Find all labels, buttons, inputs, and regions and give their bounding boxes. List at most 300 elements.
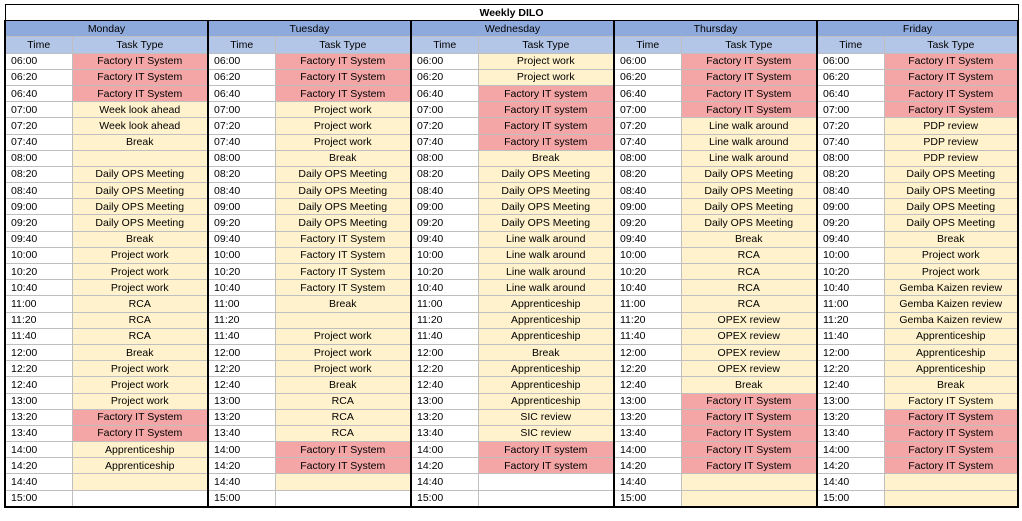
time-cell[interactable]: 09:00 bbox=[614, 199, 681, 215]
time-cell[interactable]: 08:40 bbox=[208, 183, 275, 199]
task-cell[interactable]: Line walk around bbox=[478, 247, 614, 263]
task-cell[interactable]: RCA bbox=[681, 264, 817, 280]
time-cell[interactable]: 09:40 bbox=[411, 231, 478, 247]
time-cell[interactable]: 13:40 bbox=[817, 425, 884, 441]
task-cell[interactable]: Daily OPS Meeting bbox=[275, 183, 411, 199]
task-cell[interactable]: OPEX review bbox=[681, 344, 817, 360]
task-cell[interactable]: Factory IT system bbox=[478, 442, 614, 458]
time-cell[interactable]: 10:40 bbox=[817, 280, 884, 296]
time-cell[interactable]: 12:00 bbox=[817, 344, 884, 360]
task-cell[interactable] bbox=[478, 490, 614, 507]
time-cell[interactable]: 07:40 bbox=[817, 134, 884, 150]
task-cell[interactable]: Line walk around bbox=[478, 231, 614, 247]
time-cell[interactable]: 10:20 bbox=[208, 264, 275, 280]
time-cell[interactable]: 06:00 bbox=[614, 53, 681, 69]
table-row bbox=[5, 458, 1018, 474]
task-cell[interactable]: Apprenticeship bbox=[72, 458, 208, 474]
time-cell[interactable]: 14:20 bbox=[208, 458, 275, 474]
task-cell[interactable]: RCA bbox=[681, 280, 817, 296]
time-cell[interactable]: 15:00 bbox=[614, 490, 681, 507]
time-cell[interactable]: 08:20 bbox=[614, 166, 681, 182]
task-cell[interactable]: Project work bbox=[275, 134, 411, 150]
time-cell[interactable]: 11:40 bbox=[208, 328, 275, 344]
time-cell[interactable]: 10:00 bbox=[614, 247, 681, 263]
task-cell[interactable]: SIC review bbox=[478, 409, 614, 425]
task-type-column-header[interactable]: Task Type bbox=[72, 37, 208, 53]
task-cell[interactable]: Break bbox=[478, 150, 614, 166]
time-column-header[interactable]: Time bbox=[817, 37, 884, 53]
time-cell[interactable]: 11:00 bbox=[5, 296, 72, 312]
task-cell[interactable]: Factory IT System bbox=[275, 231, 411, 247]
time-cell[interactable]: 08:40 bbox=[817, 183, 884, 199]
task-cell[interactable]: Factory IT System bbox=[275, 85, 411, 101]
time-cell[interactable]: 07:00 bbox=[5, 102, 72, 118]
task-cell[interactable]: Line walk around bbox=[478, 264, 614, 280]
time-cell[interactable]: 09:00 bbox=[817, 199, 884, 215]
task-cell[interactable] bbox=[478, 474, 614, 490]
task-cell[interactable]: RCA bbox=[72, 296, 208, 312]
time-cell[interactable]: 08:20 bbox=[208, 166, 275, 182]
time-cell[interactable]: 09:20 bbox=[817, 215, 884, 231]
time-cell[interactable]: 15:00 bbox=[817, 490, 884, 507]
task-type-column-header[interactable]: Task Type bbox=[275, 37, 411, 53]
task-cell[interactable] bbox=[681, 474, 817, 490]
task-cell[interactable]: Apprenticeship bbox=[884, 328, 1018, 344]
time-cell[interactable]: 09:20 bbox=[5, 215, 72, 231]
task-cell[interactable]: Daily OPS Meeting bbox=[72, 166, 208, 182]
time-cell[interactable]: 14:20 bbox=[411, 458, 478, 474]
time-cell[interactable]: 08:40 bbox=[5, 183, 72, 199]
time-cell[interactable]: 11:20 bbox=[817, 312, 884, 328]
task-cell[interactable]: Daily OPS Meeting bbox=[72, 183, 208, 199]
task-cell[interactable]: Break bbox=[478, 344, 614, 360]
task-cell[interactable]: Factory IT system bbox=[478, 134, 614, 150]
task-cell[interactable]: PDP review bbox=[884, 134, 1018, 150]
task-cell[interactable]: Break bbox=[681, 377, 817, 393]
task-cell[interactable]: Apprenticeship bbox=[478, 377, 614, 393]
task-cell[interactable]: Apprenticeship bbox=[478, 361, 614, 377]
task-cell[interactable]: Factory IT System bbox=[884, 53, 1018, 69]
task-cell[interactable]: Project work bbox=[72, 361, 208, 377]
time-cell[interactable]: 08:20 bbox=[411, 166, 478, 182]
time-cell[interactable]: 11:20 bbox=[614, 312, 681, 328]
task-cell[interactable]: Factory IT System bbox=[884, 409, 1018, 425]
time-cell[interactable]: 08:00 bbox=[411, 150, 478, 166]
time-cell[interactable]: 14:00 bbox=[411, 442, 478, 458]
task-cell[interactable]: Factory IT System bbox=[681, 442, 817, 458]
task-cell[interactable] bbox=[884, 474, 1018, 490]
time-column-header[interactable]: Time bbox=[411, 37, 478, 53]
time-cell[interactable]: 09:40 bbox=[614, 231, 681, 247]
time-cell[interactable]: 09:20 bbox=[208, 215, 275, 231]
time-cell[interactable]: 07:20 bbox=[5, 118, 72, 134]
time-cell[interactable]: 15:00 bbox=[411, 490, 478, 507]
time-cell[interactable]: 12:40 bbox=[411, 377, 478, 393]
task-cell[interactable]: Factory IT System bbox=[275, 280, 411, 296]
task-cell[interactable] bbox=[275, 490, 411, 507]
time-cell[interactable]: 12:40 bbox=[5, 377, 72, 393]
time-cell[interactable]: 13:40 bbox=[411, 425, 478, 441]
task-cell[interactable]: Project work bbox=[275, 361, 411, 377]
time-cell[interactable]: 10:20 bbox=[411, 264, 478, 280]
time-cell[interactable]: 10:00 bbox=[208, 247, 275, 263]
task-cell[interactable]: Factory IT system bbox=[478, 458, 614, 474]
task-cell[interactable]: PDP review bbox=[884, 118, 1018, 134]
time-cell[interactable]: 14:00 bbox=[208, 442, 275, 458]
task-cell[interactable]: Project work bbox=[72, 393, 208, 409]
time-cell[interactable]: 06:40 bbox=[5, 85, 72, 101]
time-cell[interactable]: 09:00 bbox=[5, 199, 72, 215]
task-cell[interactable]: Factory IT System bbox=[72, 53, 208, 69]
time-cell[interactable]: 07:20 bbox=[614, 118, 681, 134]
task-cell[interactable]: Project work bbox=[72, 377, 208, 393]
task-cell[interactable]: Project work bbox=[275, 344, 411, 360]
time-cell[interactable]: 08:20 bbox=[5, 166, 72, 182]
time-cell[interactable]: 10:20 bbox=[614, 264, 681, 280]
time-cell[interactable]: 11:40 bbox=[614, 328, 681, 344]
task-cell[interactable]: Factory IT System bbox=[72, 85, 208, 101]
task-cell[interactable]: Project work bbox=[72, 264, 208, 280]
time-cell[interactable]: 09:20 bbox=[614, 215, 681, 231]
task-cell[interactable]: Project work bbox=[275, 102, 411, 118]
time-cell[interactable]: 09:00 bbox=[208, 199, 275, 215]
task-cell[interactable]: Apprenticeship bbox=[72, 442, 208, 458]
time-cell[interactable]: 06:00 bbox=[411, 53, 478, 69]
task-cell[interactable]: Break bbox=[275, 377, 411, 393]
task-cell[interactable] bbox=[72, 150, 208, 166]
task-cell[interactable]: Project work bbox=[72, 247, 208, 263]
time-cell[interactable]: 13:40 bbox=[208, 425, 275, 441]
time-cell[interactable]: 10:40 bbox=[411, 280, 478, 296]
task-cell[interactable] bbox=[681, 490, 817, 507]
time-cell[interactable]: 08:40 bbox=[411, 183, 478, 199]
time-cell[interactable]: 06:40 bbox=[614, 85, 681, 101]
time-cell[interactable]: 06:20 bbox=[411, 69, 478, 85]
task-cell[interactable]: SIC review bbox=[478, 425, 614, 441]
time-cell[interactable]: 13:20 bbox=[5, 409, 72, 425]
task-cell[interactable]: Factory IT System bbox=[681, 409, 817, 425]
task-cell[interactable]: Project work bbox=[884, 247, 1018, 263]
task-cell[interactable]: Break bbox=[72, 134, 208, 150]
task-cell[interactable]: Break bbox=[681, 231, 817, 247]
task-cell[interactable]: Apprenticeship bbox=[478, 312, 614, 328]
time-cell[interactable]: 12:20 bbox=[5, 361, 72, 377]
time-cell[interactable]: 12:20 bbox=[817, 361, 884, 377]
time-cell[interactable]: 13:00 bbox=[208, 393, 275, 409]
task-cell[interactable]: Factory IT System bbox=[884, 85, 1018, 101]
time-cell[interactable]: 13:20 bbox=[817, 409, 884, 425]
task-cell[interactable]: Gemba Kaizen review bbox=[884, 280, 1018, 296]
time-cell[interactable]: 06:00 bbox=[817, 53, 884, 69]
task-cell[interactable]: Apprenticeship bbox=[478, 393, 614, 409]
task-cell[interactable]: Factory IT System bbox=[884, 425, 1018, 441]
time-cell[interactable]: 06:20 bbox=[5, 69, 72, 85]
time-cell[interactable]: 06:40 bbox=[208, 85, 275, 101]
task-cell[interactable]: Gemba Kaizen review bbox=[884, 312, 1018, 328]
time-cell[interactable]: 08:40 bbox=[614, 183, 681, 199]
task-cell[interactable]: Apprenticeship bbox=[478, 296, 614, 312]
task-cell[interactable]: Week look ahead bbox=[72, 102, 208, 118]
task-cell[interactable] bbox=[72, 474, 208, 490]
time-cell[interactable]: 14:40 bbox=[614, 474, 681, 490]
time-cell[interactable]: 12:40 bbox=[208, 377, 275, 393]
task-cell[interactable]: Project work bbox=[275, 328, 411, 344]
task-cell[interactable]: Daily OPS Meeting bbox=[478, 215, 614, 231]
table-row bbox=[5, 215, 1018, 231]
time-cell[interactable]: 06:20 bbox=[208, 69, 275, 85]
time-cell[interactable]: 12:40 bbox=[614, 377, 681, 393]
task-type-column-header[interactable]: Task Type bbox=[681, 37, 817, 53]
time-cell[interactable]: 11:40 bbox=[411, 328, 478, 344]
task-cell[interactable]: Factory IT System bbox=[72, 425, 208, 441]
task-cell[interactable]: Break bbox=[275, 150, 411, 166]
time-cell[interactable]: 11:00 bbox=[817, 296, 884, 312]
time-cell[interactable]: 13:40 bbox=[5, 425, 72, 441]
task-cell[interactable]: Factory IT System bbox=[884, 458, 1018, 474]
time-cell[interactable]: 11:20 bbox=[5, 312, 72, 328]
task-cell[interactable]: Gemba Kaizen review bbox=[884, 296, 1018, 312]
time-cell[interactable]: 07:20 bbox=[411, 118, 478, 134]
time-cell[interactable]: 06:20 bbox=[614, 69, 681, 85]
task-cell[interactable]: Factory IT System bbox=[884, 442, 1018, 458]
task-cell[interactable] bbox=[275, 474, 411, 490]
task-cell[interactable]: Factory IT system bbox=[478, 118, 614, 134]
task-cell[interactable]: Daily OPS Meeting bbox=[884, 166, 1018, 182]
task-cell[interactable]: Apprenticeship bbox=[884, 344, 1018, 360]
task-cell[interactable]: Factory IT System bbox=[275, 442, 411, 458]
task-cell[interactable]: Factory IT System bbox=[681, 85, 817, 101]
time-cell[interactable]: 07:40 bbox=[5, 134, 72, 150]
task-cell[interactable]: Daily OPS Meeting bbox=[478, 166, 614, 182]
time-cell[interactable]: 13:40 bbox=[614, 425, 681, 441]
task-cell[interactable]: Factory IT System bbox=[275, 264, 411, 280]
task-cell[interactable]: Line walk around bbox=[681, 150, 817, 166]
task-cell[interactable]: Factory IT System bbox=[72, 69, 208, 85]
day-header-tuesday[interactable]: Tuesday bbox=[208, 21, 411, 37]
task-cell[interactable]: Line walk around bbox=[681, 134, 817, 150]
task-type-column-header[interactable]: Task Type bbox=[884, 37, 1018, 53]
time-cell[interactable]: 11:40 bbox=[5, 328, 72, 344]
task-cell[interactable]: Factory IT System bbox=[681, 458, 817, 474]
time-cell[interactable]: 12:40 bbox=[817, 377, 884, 393]
time-cell[interactable]: 10:00 bbox=[5, 247, 72, 263]
task-cell[interactable]: PDP review bbox=[884, 150, 1018, 166]
time-cell[interactable]: 10:00 bbox=[411, 247, 478, 263]
time-cell[interactable]: 07:40 bbox=[614, 134, 681, 150]
time-cell[interactable]: 12:00 bbox=[208, 344, 275, 360]
task-cell[interactable]: Break bbox=[275, 296, 411, 312]
task-cell[interactable]: Project work bbox=[884, 264, 1018, 280]
task-cell[interactable]: OPEX review bbox=[681, 312, 817, 328]
time-cell[interactable]: 09:20 bbox=[411, 215, 478, 231]
task-cell[interactable]: Break bbox=[72, 344, 208, 360]
time-cell[interactable]: 07:00 bbox=[817, 102, 884, 118]
task-cell[interactable]: RCA bbox=[72, 312, 208, 328]
task-cell[interactable]: Week look ahead bbox=[72, 118, 208, 134]
time-cell[interactable]: 11:00 bbox=[208, 296, 275, 312]
time-cell[interactable]: 11:40 bbox=[817, 328, 884, 344]
time-column-header[interactable]: Time bbox=[208, 37, 275, 53]
task-cell[interactable]: Daily OPS Meeting bbox=[72, 215, 208, 231]
task-cell[interactable]: Apprenticeship bbox=[478, 328, 614, 344]
task-cell[interactable] bbox=[72, 490, 208, 507]
time-cell[interactable]: 06:20 bbox=[817, 69, 884, 85]
time-cell[interactable]: 08:00 bbox=[208, 150, 275, 166]
time-cell[interactable]: 15:00 bbox=[5, 490, 72, 507]
time-cell[interactable]: 10:40 bbox=[614, 280, 681, 296]
task-cell[interactable] bbox=[275, 312, 411, 328]
time-cell[interactable]: 08:00 bbox=[817, 150, 884, 166]
task-cell[interactable]: Daily OPS Meeting bbox=[72, 199, 208, 215]
task-cell[interactable]: Daily OPS Meeting bbox=[884, 183, 1018, 199]
task-cell[interactable]: Factory IT System bbox=[884, 69, 1018, 85]
task-cell[interactable]: Line walk around bbox=[478, 280, 614, 296]
task-cell[interactable]: Daily OPS Meeting bbox=[478, 199, 614, 215]
time-cell[interactable]: 14:00 bbox=[5, 442, 72, 458]
task-cell[interactable]: Factory IT System bbox=[275, 247, 411, 263]
time-cell[interactable]: 13:00 bbox=[411, 393, 478, 409]
task-cell[interactable]: Daily OPS Meeting bbox=[275, 199, 411, 215]
table-row bbox=[5, 85, 1018, 101]
time-cell[interactable]: 13:00 bbox=[817, 393, 884, 409]
time-cell[interactable]: 13:20 bbox=[614, 409, 681, 425]
task-cell[interactable]: Daily OPS Meeting bbox=[681, 215, 817, 231]
task-cell[interactable]: RCA bbox=[275, 393, 411, 409]
time-cell[interactable]: 09:40 bbox=[817, 231, 884, 247]
time-cell[interactable]: 11:00 bbox=[411, 296, 478, 312]
task-cell[interactable]: Break bbox=[884, 377, 1018, 393]
time-column-header[interactable]: Time bbox=[5, 37, 72, 53]
task-cell[interactable]: Factory IT System bbox=[681, 53, 817, 69]
task-cell[interactable]: Factory IT System bbox=[884, 102, 1018, 118]
time-cell[interactable]: 07:20 bbox=[208, 118, 275, 134]
time-cell[interactable]: 12:20 bbox=[208, 361, 275, 377]
task-cell[interactable]: Project work bbox=[72, 280, 208, 296]
day-header-monday[interactable]: Monday bbox=[5, 21, 208, 37]
task-cell[interactable]: Daily OPS Meeting bbox=[681, 199, 817, 215]
time-cell[interactable]: 11:20 bbox=[411, 312, 478, 328]
time-cell[interactable]: 14:40 bbox=[208, 474, 275, 490]
time-cell[interactable]: 08:00 bbox=[5, 150, 72, 166]
time-cell[interactable]: 12:00 bbox=[614, 344, 681, 360]
time-cell[interactable]: 14:20 bbox=[817, 458, 884, 474]
task-cell[interactable]: Factory IT System bbox=[72, 409, 208, 425]
task-cell[interactable]: Factory IT System bbox=[275, 69, 411, 85]
time-cell[interactable]: 07:20 bbox=[817, 118, 884, 134]
time-cell[interactable]: 10:20 bbox=[817, 264, 884, 280]
task-cell[interactable]: Daily OPS Meeting bbox=[884, 215, 1018, 231]
task-cell[interactable]: Project work bbox=[478, 53, 614, 69]
time-cell[interactable]: 13:20 bbox=[208, 409, 275, 425]
time-cell[interactable]: 13:20 bbox=[411, 409, 478, 425]
task-cell[interactable]: OPEX review bbox=[681, 361, 817, 377]
task-cell[interactable]: Factory IT system bbox=[478, 85, 614, 101]
task-cell[interactable]: Break bbox=[72, 231, 208, 247]
task-cell[interactable]: Factory IT System bbox=[681, 69, 817, 85]
time-cell[interactable]: 07:00 bbox=[411, 102, 478, 118]
task-cell[interactable]: Factory IT System bbox=[884, 393, 1018, 409]
time-cell[interactable]: 07:40 bbox=[208, 134, 275, 150]
time-cell[interactable]: 10:00 bbox=[817, 247, 884, 263]
task-cell[interactable]: RCA bbox=[275, 409, 411, 425]
time-cell[interactable]: 14:20 bbox=[614, 458, 681, 474]
time-cell[interactable]: 09:00 bbox=[411, 199, 478, 215]
task-cell[interactable]: Daily OPS Meeting bbox=[275, 215, 411, 231]
time-cell[interactable]: 07:00 bbox=[208, 102, 275, 118]
task-cell[interactable]: Project work bbox=[275, 118, 411, 134]
task-cell[interactable]: Daily OPS Meeting bbox=[681, 166, 817, 182]
task-cell[interactable]: Factory IT System bbox=[681, 425, 817, 441]
time-cell[interactable]: 12:20 bbox=[614, 361, 681, 377]
time-cell[interactable]: 12:00 bbox=[411, 344, 478, 360]
time-cell[interactable]: 08:00 bbox=[614, 150, 681, 166]
task-cell[interactable]: Project work bbox=[478, 69, 614, 85]
time-cell[interactable]: 08:20 bbox=[817, 166, 884, 182]
table-row bbox=[5, 328, 1018, 344]
task-cell[interactable]: Apprenticeship bbox=[884, 361, 1018, 377]
time-cell[interactable]: 14:40 bbox=[5, 474, 72, 490]
task-cell[interactable]: Factory IT System bbox=[275, 458, 411, 474]
task-cell[interactable]: Factory IT System bbox=[275, 53, 411, 69]
time-cell[interactable]: 06:40 bbox=[817, 85, 884, 101]
task-cell[interactable]: Factory IT System bbox=[681, 102, 817, 118]
task-cell[interactable]: Daily OPS Meeting bbox=[884, 199, 1018, 215]
task-cell[interactable]: OPEX review bbox=[681, 328, 817, 344]
time-cell[interactable]: 11:20 bbox=[208, 312, 275, 328]
task-cell[interactable]: RCA bbox=[681, 247, 817, 263]
time-cell[interactable]: 07:40 bbox=[411, 134, 478, 150]
task-cell[interactable]: Factory IT System bbox=[681, 393, 817, 409]
day-header-friday[interactable]: Friday bbox=[817, 21, 1018, 37]
time-cell[interactable]: 10:40 bbox=[208, 280, 275, 296]
task-type-column-header[interactable]: Task Type bbox=[478, 37, 614, 53]
time-cell[interactable]: 14:40 bbox=[817, 474, 884, 490]
time-cell[interactable]: 13:00 bbox=[5, 393, 72, 409]
time-cell[interactable]: 06:00 bbox=[208, 53, 275, 69]
time-cell[interactable]: 13:00 bbox=[614, 393, 681, 409]
task-cell[interactable]: Line walk around bbox=[681, 118, 817, 134]
time-cell[interactable]: 14:00 bbox=[614, 442, 681, 458]
task-cell[interactable]: Daily OPS Meeting bbox=[681, 183, 817, 199]
day-header-wednesday[interactable]: Wednesday bbox=[411, 21, 614, 37]
time-cell[interactable]: 07:00 bbox=[614, 102, 681, 118]
sheet-title[interactable]: Weekly DILO bbox=[5, 5, 1018, 21]
time-cell[interactable]: 09:40 bbox=[5, 231, 72, 247]
task-cell[interactable]: Factory IT system bbox=[478, 102, 614, 118]
task-cell[interactable]: Break bbox=[884, 231, 1018, 247]
time-cell[interactable]: 11:00 bbox=[614, 296, 681, 312]
time-cell[interactable]: 10:20 bbox=[5, 264, 72, 280]
time-cell[interactable]: 14:00 bbox=[817, 442, 884, 458]
task-cell[interactable]: RCA bbox=[681, 296, 817, 312]
task-cell[interactable]: Daily OPS Meeting bbox=[275, 166, 411, 182]
time-cell[interactable]: 14:40 bbox=[411, 474, 478, 490]
task-cell[interactable]: Daily OPS Meeting bbox=[478, 183, 614, 199]
time-cell[interactable]: 12:00 bbox=[5, 344, 72, 360]
time-cell[interactable]: 15:00 bbox=[208, 490, 275, 507]
task-cell[interactable] bbox=[884, 490, 1018, 507]
task-cell[interactable]: RCA bbox=[72, 328, 208, 344]
time-cell[interactable]: 14:20 bbox=[5, 458, 72, 474]
day-header-thursday[interactable]: Thursday bbox=[614, 21, 817, 37]
time-cell[interactable]: 06:40 bbox=[411, 85, 478, 101]
time-cell[interactable]: 09:40 bbox=[208, 231, 275, 247]
time-cell[interactable]: 10:40 bbox=[5, 280, 72, 296]
time-cell[interactable]: 06:00 bbox=[5, 53, 72, 69]
time-column-header[interactable]: Time bbox=[614, 37, 681, 53]
time-cell[interactable]: 12:20 bbox=[411, 361, 478, 377]
task-cell[interactable]: RCA bbox=[275, 425, 411, 441]
